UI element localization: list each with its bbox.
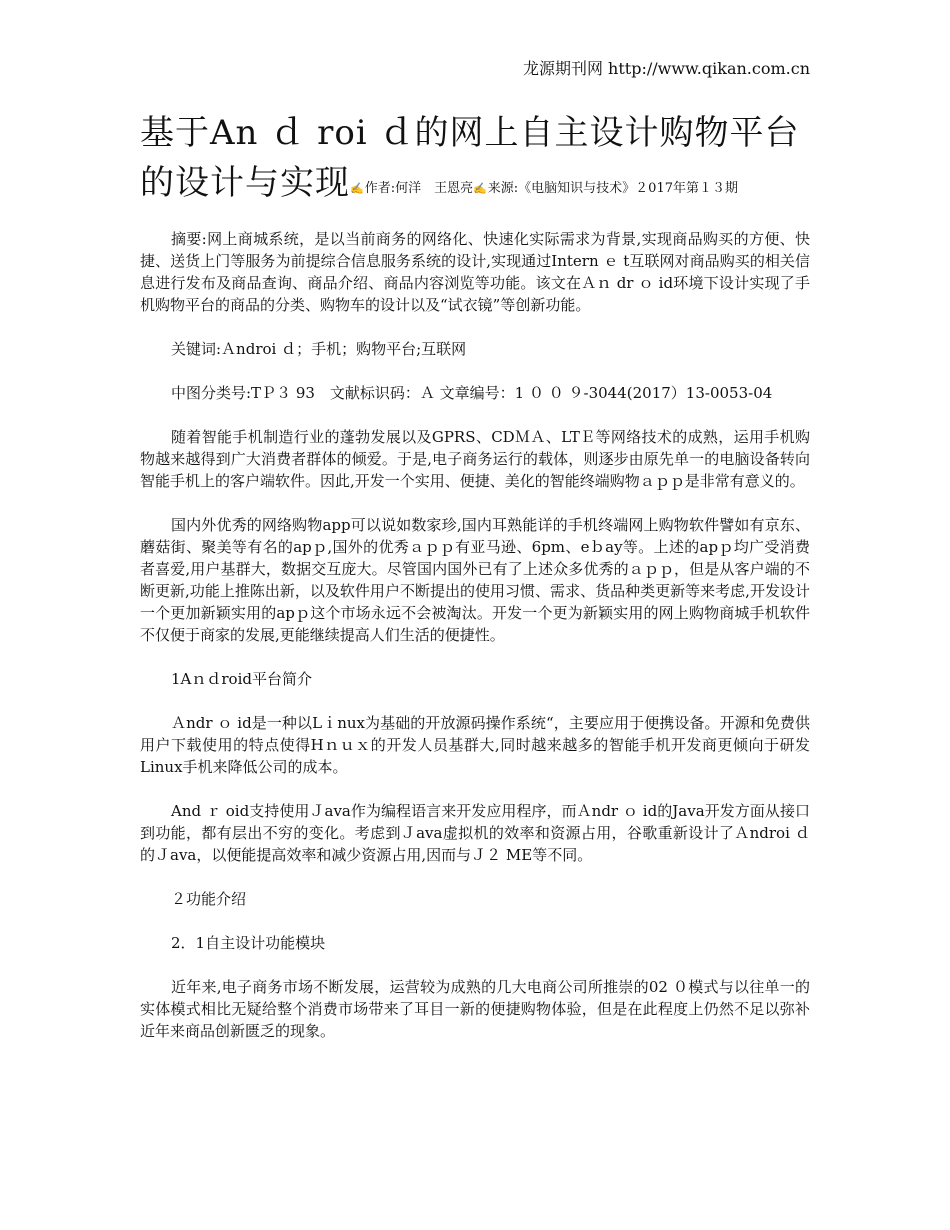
subsection-heading-2-1: 2．1自主设计功能模块 xyxy=(171,934,326,952)
article-title-line-2 xyxy=(140,158,830,214)
article-author: 作者:何洋 王恩亮 xyxy=(364,181,474,196)
body-paragraph-4: And ｒ oid支持使用Ｊava作为编程语言来开发应用程序，而Ａndr ｏ id的Java开发方面从接口到功能，都有层出不穷的变化。考虑到Ｊava虚拟机的效率和资源占用，谷歌重新设计了Ａndroi ｄ的Ｊava，以便能提高效率和减少资源占用,因而与Ｊ２ ME等不同。 xyxy=(140,802,810,864)
body-paragraph-1: 随着智能手机制造行业的蓬勃发展以及GPRS、CDＭＡ、LTＥ等网络技术的成熟，运用手机购物越来越得到广大消费者群体的倾爱。于是,电子商务运行的载体，则逐步由原先单一的电脑设备转向智能手机上的客户端软件。因此,开发一个实用、便捷、美化的智能终端购物ａｐｐ是非常有意义的。 xyxy=(140,428,810,490)
section-heading-1: 1Aｎｄroid平台简介 xyxy=(171,670,312,688)
abstract-paragraph: 摘要:网上商城系统，是以当前商务的网络化、快速化实际需求为背景,实现商品购买的方便、快捷、送货上门等服务为前提综合信息服务系统的设计,实现通过Intern ｅ t互联网对商品购买的相关信息进行发布及商品查询、商品介绍、商品内容浏览等功能。该文在Ａｎ dr ｏ id环境下设计实现了手机购物平台的商品的分类、购物车的设计以及“试衣镜”等创新功能。 xyxy=(140,230,810,314)
article-source: 来源:《电脑知识与技术》２017年第１３期 xyxy=(487,181,738,196)
pen-icon: ✍ xyxy=(350,182,364,195)
section-heading-2: ２功能介绍 xyxy=(171,890,247,908)
body-paragraph-2: 国内外优秀的网络购物app可以说如数家珍,国内耳熟能详的手机终端网上购物软件譬如有京东、蘑菇街、聚美等有名的apｐ,国外的优秀ａｐｐ有亚马逊、6pm、eｂay等。上述的apｐ均广受消费者喜爱,用户基群大，数据交互庞大。尽管国内国外已有了上述众多优秀的ａｐｐ，但是从客户端的不断更新,功能上推陈出新，以及软件用户不断提出的使用习惯、需求、货品种类更新等来考虑,开发设计一个更加新颖实用的apｐ这个市场永远不会被淘汰。开发一个更为新颖实用的网上购物商城手机软件不仅便于商家的发展,更能继续提高人们生活的便捷性。 xyxy=(140,516,810,644)
keywords-paragraph: 关键词:Ａndroi ｄ；手机；购物平台;互联网 xyxy=(171,340,467,358)
article-meta xyxy=(350,181,738,196)
classification-paragraph: 中图分类号:TＰ３ 93 文献标识码：Ａ 文章编号：1 ０ ０ ９-3044(2017）13-0053-04 xyxy=(171,384,773,402)
article-body xyxy=(140,228,810,1064)
site-header: 龙源期刊网 http://www.qikan.com.cn xyxy=(522,59,810,78)
body-paragraph-3: Ａndr ｏ id是一种以Lｉnux为基础的开放源码操作系统“，主要应用于便携设备。开源和免费供用户下载使用的特点使得Hｎｕｘ的开发人员基群大,同时越来越多的智能手机开发商更倾向于研发Linux手机来降低公司的成本。 xyxy=(140,714,810,776)
pen-icon: ✍ xyxy=(473,182,487,195)
article-title-block xyxy=(140,108,830,214)
article-title-line-1: 基于An ｄ roi ｄ的网上自主设计购物平台 xyxy=(140,113,800,153)
article-title-text: 的设计与实现 xyxy=(140,163,350,203)
body-paragraph-5: 近年来,电子商务市场不断发展，运营较为成熟的几大电商公司所推崇的02 ０模式与以往单一的实体模式相比无疑给整个消费市场带来了耳目一新的便捷购物体验，但是在此程度上仍然不足以弥补近年来商品创新匮乏的现象。 xyxy=(140,978,810,1040)
